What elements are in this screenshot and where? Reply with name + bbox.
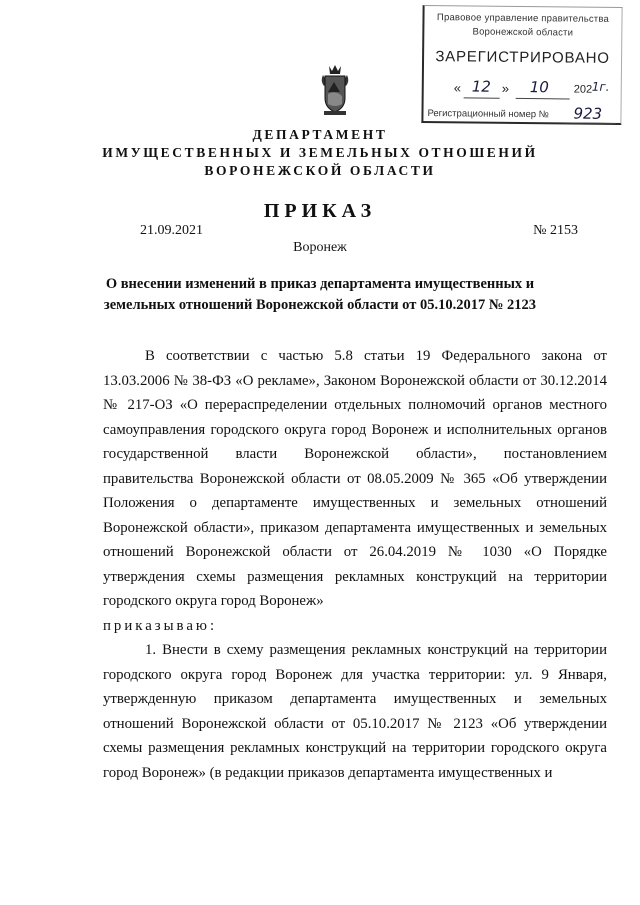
department-title-line3: ВОРОНЕЖСКОЙ ОБЛАСТИ <box>204 163 436 178</box>
department-title-line1: ДЕПАРТАМЕНТ <box>252 127 388 142</box>
stamp-day: 12 <box>471 77 491 96</box>
document-type: ПРИКАЗ <box>263 200 377 222</box>
subject-line1: О внесении изменений в приказ департамента имущественных и <box>105 276 535 292</box>
stamp-org-line1: Правовое управление правительства <box>436 12 610 25</box>
stamp-month: 10 <box>529 78 549 97</box>
stamp-year-suffix: 1г. <box>591 79 610 94</box>
stamp-reg-number: 923 <box>573 104 603 123</box>
order-word: приказываю: <box>103 617 218 634</box>
registration-stamp <box>421 5 622 125</box>
subject-line2: земельных отношений Воронежской области от 05.10.2017 № 2123 <box>103 297 537 313</box>
document-subject <box>60 274 580 316</box>
stamp-year-prefix: 202 <box>573 83 593 96</box>
document-number: № 2153 <box>533 223 578 238</box>
stamp-reg-number-label: Регистрационный номер № <box>427 108 549 121</box>
department-title-line2: ИМУЩЕСТВЕННЫХ И ЗЕМЕЛЬНЫХ ОТНОШЕНИЙ <box>102 145 538 160</box>
coat-of-arms-icon <box>318 62 352 120</box>
stamp-registered-label: ЗАРЕГИСТРИРОВАНО <box>435 48 610 67</box>
stamp-date-row: « 12 » 10 202 1г. <box>446 80 616 102</box>
document-date: 21.09.2021 <box>140 223 203 238</box>
document-body <box>103 344 607 785</box>
body-paragraph-1: В соответствии с частью 5.8 статьи 19 Федерального закона от 13.03.2006 № 38-ФЗ «О рекламе», Законом Воронежской области от 30.12.2014 № 217-ОЗ «О перераспределении отдельных полномочий органов местного самоуправления городского округа город Воронеж и исполнительных органов государственной власти Воронежской области», постановлением правительства Воронежской области от 08.05.2009 № 365 «Об утверждении Положения о департаменте имущественных и земельных отношений Воронежской области», приказом департамента имущественных и земельных отношений Воронежской области от 26.04.2019 № 1030 «О Порядке утверждения схемы размещения рекламных конструкций на территории городского округа город Воронеж» <box>103 348 607 609</box>
stamp-org-line2: Воронежской области <box>472 26 574 39</box>
body-paragraph-2: 1. Внести в схему размещения рекламных конструкций на территории городского округа город Воронеж для участка территории: ул. 9 Января, утвержденную приказом департамента имущественных и земельных отношений Воронежской области от 05.10.2017 № 2123 «Об утверждении схемы размещения рекламных конструкций на территории городского округа город Воронеж» (в редакции приказов департамента имущественных и <box>103 642 607 781</box>
document-city: Воронеж <box>293 240 347 255</box>
